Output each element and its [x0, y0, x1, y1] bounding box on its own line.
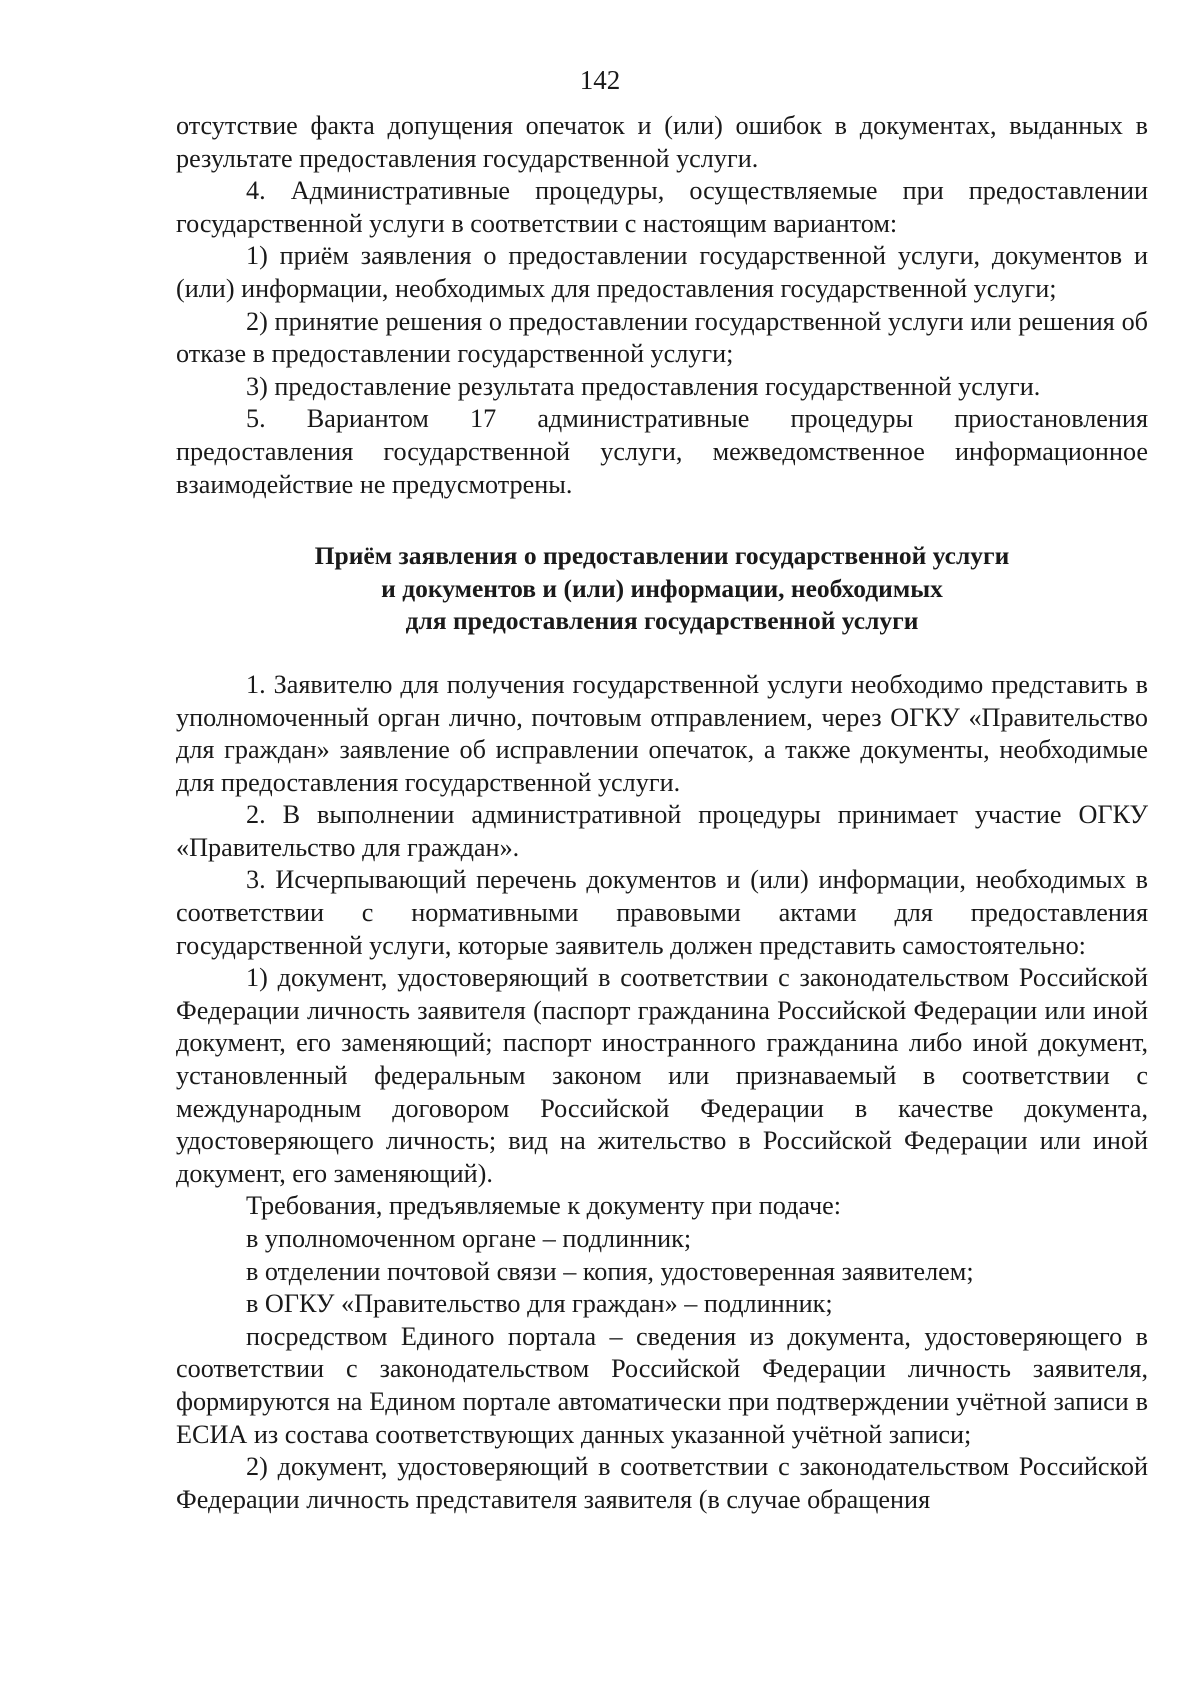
- section-heading: [176, 540, 1148, 638]
- list-item: в ОГКУ «Правительство для граждан» – подлинник;: [246, 1289, 833, 1319]
- paragraph: Требования, предъявляемые к документу при подаче:: [246, 1191, 842, 1221]
- paragraph: 1. Заявителю для получения государственной услуги необходимо представить в уполномоченный орган лично, почтовым отправлением, через ОГКУ «Правительство для граждан» заявление об исправлении опечаток, а также документы, необходимые для предоставления государственной услуги.: [176, 669, 1148, 797]
- list-item: посредством Единого портала – сведения из документа, удостоверяющего в соответствии с законодательством Российской Федерации личность заявителя, формируются на Едином портале автоматически при подтверждении учётной записи в ЕСИА из состава соответствующих данных указанной учётной записи;: [176, 1321, 1148, 1449]
- list-item: 1) документ, удостоверяющий в соответствии с законодательством Российской Федерации личность заявителя (паспорт гражданина Российской Федерации или иной документ, его заменяющий; паспорт иностранного гражданина либо иной документ, установленный федеральным законом или признаваемый в соответствии с международным договором Российской Федерации в качестве документа, удостоверяющего личность; вид на жительство в Российской Федерации или иной документ, его заменяющий).: [176, 963, 1148, 1188]
- section-heading-line: и документов и (или) информации, необходимых: [381, 573, 943, 603]
- list-item: 3) предоставление результата предоставления государственной услуги.: [246, 371, 1041, 401]
- section-heading-line: для предоставления государственной услуги: [405, 606, 919, 636]
- document-body: [176, 110, 1148, 1516]
- list-item: 2) принятие решения о предоставлении государственной услуги или решения об отказе в предоставлении государственной услуги;: [176, 306, 1148, 369]
- paragraph: 3. Исчерпывающий перечень документов и (или) информации, необходимых в соответствии с нормативными правовыми актами для предоставления государственной услуги, которые заявитель должен представить самостоятельно:: [176, 865, 1148, 960]
- paragraph: отсутствие факта допущения опечаток и (или) ошибок в документах, выданных в результате предоставления государственной услуги.: [176, 111, 1148, 173]
- list-item: 1) приём заявления о предоставлении государственной услуги, документов и (или) информации, необходимых для предоставления государственной услуги;: [176, 241, 1148, 303]
- section-heading-line: Приём заявления о предоставлении государственной услуги: [314, 541, 1010, 571]
- paragraph: 2. В выполнении административной процедуры принимает участие ОГКУ «Правительство для граждан».: [176, 800, 1148, 862]
- paragraph: 5. Вариантом 17 административные процедуры приостановления предоставления государственной услуги, межведомственное информационное взаимодействие не предусмотрены.: [176, 404, 1148, 499]
- list-item: в отделении почтовой связи – копия, удостоверенная заявителем;: [246, 1256, 974, 1286]
- list-item: в уполномоченном органе – подлинник;: [246, 1224, 692, 1253]
- list-item: 2) документ, удостоверяющий в соответствии с законодательством Российской Федерации личность представителя заявителя (в случае обращения: [176, 1452, 1148, 1514]
- paragraph: 4. Административные процедуры, осуществляемые при предоставлении государственной услуги в соответствии с настоящим вариантом:: [176, 176, 1148, 238]
- page-number: 142: [579, 65, 621, 95]
